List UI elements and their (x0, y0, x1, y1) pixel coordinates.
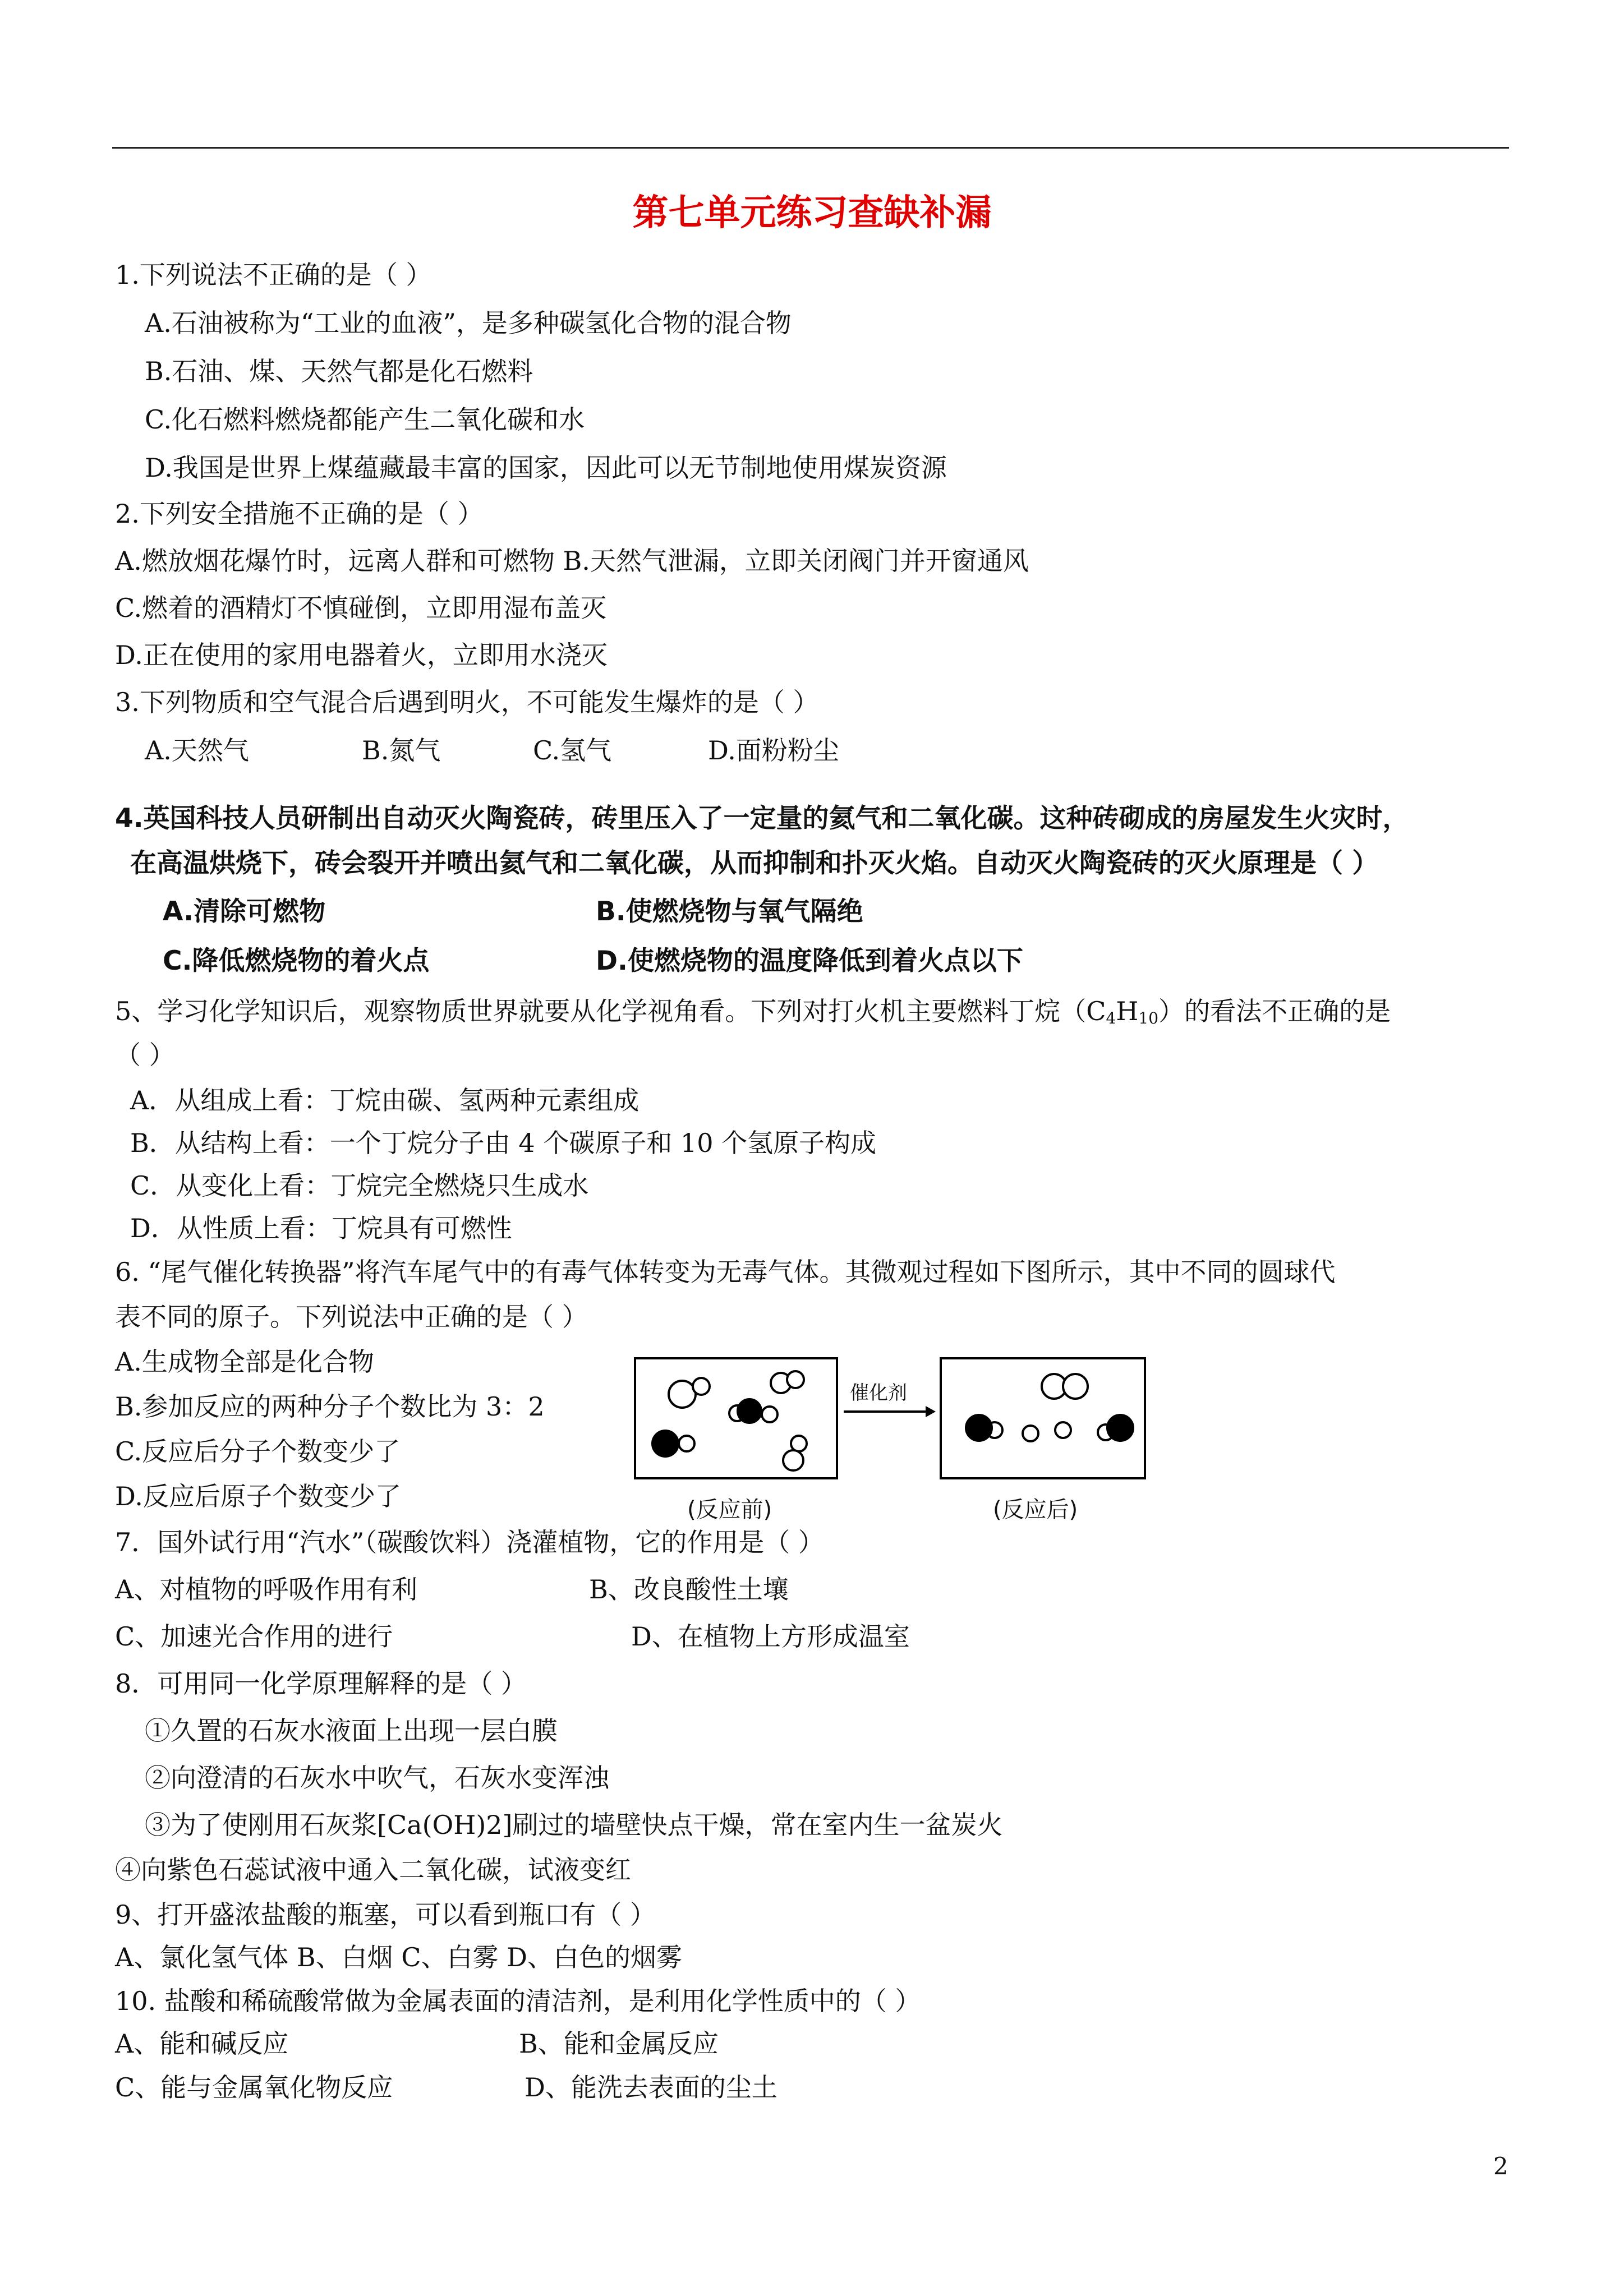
q8-stem: 8．可用同一化学原理解释的是（ ） (115, 1668, 527, 1699)
q5-option-a: A．从组成上看：丁烷由碳、氢两种元素组成 (130, 1085, 640, 1115)
q9-stem: 9、打开盛浓盐酸的瓶塞，可以看到瓶口有（ ） (115, 1899, 656, 1930)
q8-item-4: ④向紫色石蕊试液中通入二氧化碳，试液变红 (115, 1855, 631, 1885)
white-atom (1063, 1374, 1088, 1399)
q1-option-a: A.石油被称为“工业的血液”，是多种碳氢化合物的混合物 (145, 308, 792, 338)
q7-stem: 7．国外试行用“汽水”（碳酸饮料）浇灌植物，它的作用是（ ） (115, 1527, 824, 1557)
q5-option-d: D．从性质上看：丁烷具有可燃性 (130, 1213, 512, 1243)
white-atom (679, 1436, 694, 1451)
q4-option-b: B.使燃烧物与氧气隔绝 (596, 896, 863, 927)
q7-option-d: D、在植物上方形成温室 (631, 1621, 910, 1652)
before-label: (反应前) (687, 1497, 772, 1523)
q2-option-d: D.正在使用的家用电器着火，立即用水浇灭 (115, 640, 608, 670)
white-atom (693, 1378, 710, 1395)
q6-option-b: B.参加反应的两种分子个数比为 3：2 (115, 1391, 545, 1422)
after-reaction-box (940, 1357, 1146, 1479)
q3-option-d: D.面粉粉尘 (708, 735, 839, 766)
white-atom (762, 1407, 778, 1422)
catalyst-label: 催化剂 (850, 1382, 907, 1404)
q10-option-d: D、能洗去表面的尘土 (525, 2072, 778, 2103)
black-atom (652, 1430, 679, 1457)
before-molecules (636, 1359, 836, 1477)
q6-stem-line2: 表不同的原子。下列说法中正确的是（ ） (115, 1302, 588, 1332)
q3-option-a: A.天然气 (145, 735, 249, 766)
after-molecules (942, 1359, 1144, 1477)
q4-option-d: D.使燃烧物的温度降低到着火点以下 (596, 946, 1023, 976)
q6-option-a: A.生成物全部是化合物 (115, 1347, 374, 1377)
q1-option-d: D.我国是世界上煤蕴藏最丰富的国家，因此可以无节制地使用煤炭资源 (145, 453, 947, 483)
q7-option-c: C、加速光合作用的进行 (115, 1621, 393, 1652)
reaction-diagram (634, 1357, 1156, 1525)
q8-item-1: ①久置的石灰水液面上出现一层白膜 (145, 1716, 558, 1746)
black-atom (965, 1414, 992, 1441)
q8-item-3: ③为了使刚用石灰浆[Ca(OH)2]刷过的墙壁快点干燥，常在室内生一盆炭火 (145, 1810, 1003, 1840)
q5-stem-line2: （ ） (115, 1040, 175, 1070)
q4-stem-line2: 在高温烘烧下，砖会裂开并喷出氦气和二氧化碳，从而抑制和扑灭火焰。自动灭火陶瓷砖的灭火原理是（ ） (130, 848, 1379, 879)
before-reaction-box (634, 1357, 838, 1479)
q4-option-a: A.清除可燃物 (163, 896, 326, 927)
black-atom (737, 1399, 762, 1423)
page-title: 第七单元练习查缺补漏 (632, 192, 992, 234)
page-number: 2 (1493, 2152, 1508, 2180)
white-atom (783, 1450, 803, 1470)
q1-option-b: B.石油、煤、天然气都是化石燃料 (145, 356, 533, 386)
white-atom (669, 1381, 696, 1408)
white-atom (787, 1371, 804, 1388)
white-atom (791, 1436, 807, 1451)
white-atom (1023, 1426, 1038, 1441)
q8-item-2: ②向澄清的石灰水中吹气，石灰水变浑浊 (145, 1763, 609, 1793)
q1-stem: 1.下列说法不正确的是（ ） (115, 260, 432, 290)
q5-option-b: B．从结构上看：一个丁烷分子由 4 个碳原子和 10 个氢原子构成 (130, 1128, 877, 1158)
q10-option-b: B、能和金属反应 (519, 2028, 719, 2059)
q5-option-c: C．从变化上看：丁烷完全燃烧只生成水 (130, 1170, 589, 1201)
white-atom (1055, 1422, 1071, 1438)
q10-stem: 10. 盐酸和稀硫酸常做为金属表面的清洁剂，是利用化学性质中的（ ） (115, 1986, 921, 2016)
q7-option-b: B、改良酸性土壤 (589, 1574, 789, 1605)
q3-option-c: C.氢气 (533, 735, 612, 766)
after-label: (反应后) (993, 1497, 1078, 1523)
q9-options: A、氯化氢气体 B、白烟 C、白雾 D、白色的烟雾 (115, 1942, 682, 1972)
q10-option-a: A、能和碱反应 (115, 2028, 289, 2059)
q5-stem-line1: 5、学习化学知识后，观察物质世界就要从化学视角看。下列对打火机主要燃料丁烷$(C_4H_{10})$的看法不正确的是 (115, 996, 1391, 1027)
q4-stem-line1: 4.英国科技人员研制出自动灭火陶瓷砖，砖里压入了一定量的氦气和二氧化碳。这种砖砌成的房屋发生火灾时， (115, 803, 1409, 834)
q7-option-a: A、对植物的呼吸作用有利 (115, 1574, 418, 1605)
q6-option-d: D.反应后原子个数变少了 (115, 1481, 401, 1511)
q6-stem-line1: 6. “尾气催化转换器”将汽车尾气中的有毒气体转变为无毒气体。其微观过程如下图所示，其中不同的圆球代 (115, 1257, 1336, 1287)
q2-stem: 2.下列安全措施不正确的是（ ） (115, 499, 484, 529)
q1-option-c: C.化石燃料燃烧都能产生二氧化碳和水 (145, 404, 585, 435)
black-atom (1107, 1414, 1134, 1441)
arrow-icon (841, 1403, 937, 1420)
q6-option-c: C.反应后分子个数变少了 (115, 1436, 401, 1467)
q2-option-ab: A.燃放烟花爆竹时，远离人群和可燃物 B.天然气泄漏，立即关闭阀门并开窗通风 (115, 546, 1029, 576)
q4-option-c: C.降低燃烧物的着火点 (163, 946, 430, 976)
q2-option-c: C.燃着的酒精灯不慎碰倒，立即用湿布盖灭 (115, 593, 607, 623)
header-rule (112, 147, 1509, 149)
q10-option-c: C、能与金属氧化物反应 (115, 2072, 393, 2103)
q3-stem: 3.下列物质和空气混合后遇到明火，不可能发生爆炸的是（ ） (115, 687, 819, 717)
q3-option-b: B.氮气 (362, 735, 441, 766)
